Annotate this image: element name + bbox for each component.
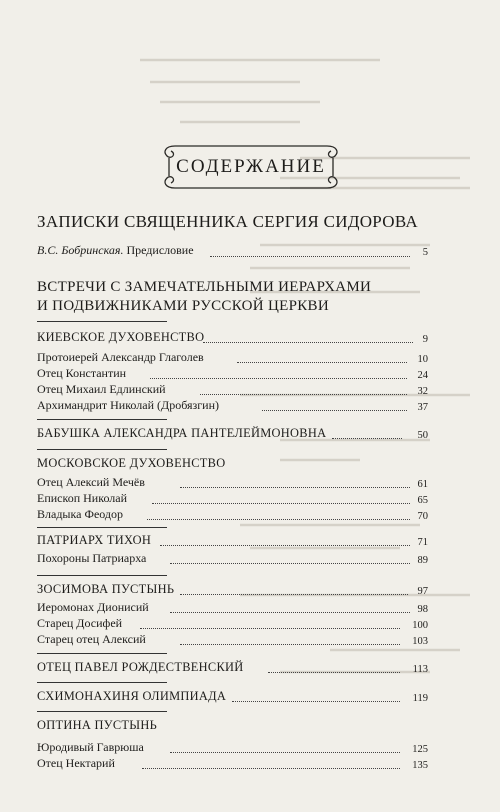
entry-page: 100 [412,620,428,631]
dot-leader [147,519,410,520]
section-title: БАБУШКА АЛЕКСАНДРА ПАНТЕЛЕЙМОНОВНА [37,426,327,440]
entry-page: 125 [412,744,428,755]
preface-author: В.С. Бобринская. [37,243,124,257]
entry-page: 135 [412,760,428,771]
section-rule [37,653,167,654]
section-rule [37,575,167,576]
part2-title-line1: ВСТРЕЧИ С ЗАМЕЧАТЕЛЬНЫМИ ИЕРАРХАМИ [37,279,372,295]
entry-title: Отец Константин [37,366,127,380]
dot-leader [332,438,402,439]
entry-title: Протоиерей Александр Глаголев [37,350,204,364]
preface-title: Предисловие [126,243,194,257]
entry-page: 65 [417,495,428,506]
dot-leader [180,487,410,488]
entry-title: Отец Михаил Едлинский [37,382,166,396]
section-rule [37,682,167,683]
section-page: 97 [417,586,428,597]
entry-page: 103 [412,636,428,647]
entry-page: 70 [417,511,428,522]
contents-heading: СОДЕРЖАНИЕ [176,156,326,177]
entry-page: 98 [417,604,428,615]
section-rule [37,449,167,450]
section-page: 113 [412,664,428,675]
section-title: ОПТИНА ПУСТЫНЬ [37,718,158,732]
dot-leader [262,410,407,411]
section-rule [37,321,167,322]
entry-title: Старец отец Алексий [37,632,146,646]
dot-leader [203,342,413,343]
entry-page: 32 [417,386,428,397]
dot-leader [237,362,407,363]
dot-leader [170,752,400,753]
dot-leader [180,644,400,645]
entry-page: 89 [417,555,428,566]
dot-leader [142,768,400,769]
dot-leader [200,394,407,395]
preface-line [37,243,194,258]
entry-title: Архимандрит Николай (Дробязгин) [37,398,220,412]
section-title: ПАТРИАРХ ТИХОН [37,533,152,547]
entry-page: 37 [417,402,428,413]
part2-title-line2: И ПОДВИЖНИКАМИ РУССКОЙ ЦЕРКВИ [37,298,329,314]
dot-leader [140,628,400,629]
section-title: ЗОСИМОВА ПУСТЫНЬ [37,582,175,596]
entry-title: Юродивый Гаврюша [37,740,144,754]
dot-leader [150,378,407,379]
dot-leader [232,701,400,702]
heading-frame [155,138,347,196]
section-title: МОСКОВСКОЕ ДУХОВЕНСТВО [37,456,226,470]
entry-title: Иеромонах Дионисий [37,600,149,614]
section-title: КИЕВСКОЕ ДУХОВЕНСТВО [37,330,205,344]
dot-leader [268,672,400,673]
section-page: 9 [422,334,428,345]
entry-title: Старец Досифей [37,616,123,630]
section-title: ОТЕЦ ПАВЕЛ РОЖДЕСТВЕНСКИЙ [37,660,244,674]
dot-leader [210,256,410,257]
entry-title: Отец Алексий Мечёв [37,475,145,489]
part1-title: ЗАПИСКИ СВЯЩЕННИКА СЕРГИЯ СИДОРОВА [37,212,418,231]
dot-leader [152,503,410,504]
entry-page: 61 [417,479,428,490]
entry-title: Похороны Патриарха [37,551,147,565]
section-page: 119 [412,693,428,704]
dot-leader [180,594,408,595]
preface-page: 5 [422,247,428,258]
entry-title: Епископ Николай [37,491,128,505]
dot-leader [160,545,410,546]
entry-title: Отец Нектарий [37,756,115,770]
section-rule [37,711,167,712]
section-title: СХИМОНАХИНЯ ОЛИМПИАДА [37,689,227,703]
section-page: 50 [417,430,428,441]
dot-leader [170,612,410,613]
dot-leader [170,563,410,564]
entry-page: 24 [417,370,428,381]
entry-page: 10 [417,354,428,365]
section-rule [37,527,167,528]
section-page: 71 [417,537,428,548]
entry-title: Владыка Феодор [37,507,124,521]
section-rule [37,419,167,420]
